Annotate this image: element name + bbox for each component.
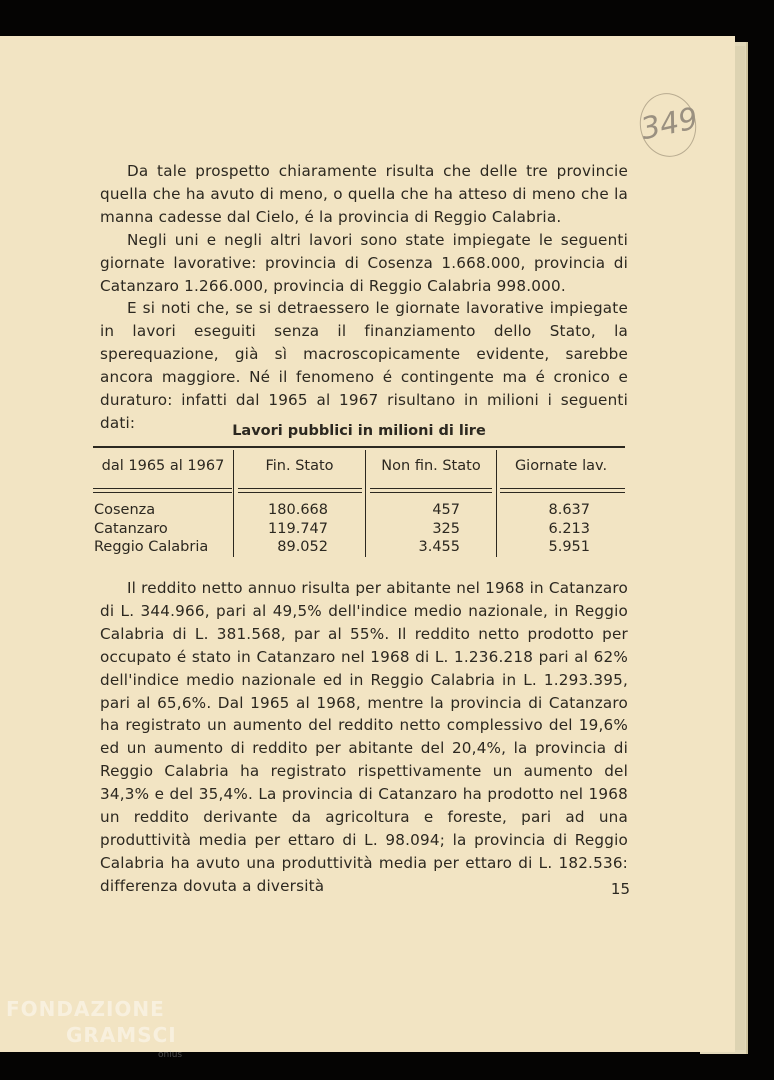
table-header-period: dal 1965 al 1967 <box>101 458 225 474</box>
row-fin-stato: 119.747 <box>268 520 328 537</box>
row-name: Reggio Calabria <box>94 539 209 555</box>
table-top-rule <box>93 446 625 448</box>
table-header-rule <box>500 488 625 493</box>
paragraph-1: Da tale prospetto chiaramente risulta che delle tre provincie quella che ha avuto di meno, o quella che ha atteso di meno che la manna cadesse dal Cielo, é la provincia di Reggio Calabria. <box>100 162 628 226</box>
table-header-non-fin-stato: Non fin. Stato <box>381 458 481 474</box>
watermark-logo <box>6 996 177 1048</box>
table-header-rule <box>370 488 492 493</box>
text-block-bottom <box>100 577 628 898</box>
row-name: Catanzaro <box>94 520 168 537</box>
row-non-fin-stato: 457 <box>432 502 460 518</box>
paragraph-4: Il reddito netto annuo risulta per abitante nel 1968 in Catanzaro di L. 344.966, pari al 49,5% dell'indice medio nazionale, in Reggio Calabria di L. 381.568, par al 55%. Il reddito netto prodotto per occupato é stato in Catanzaro nel 1968 di L. 1.236.218 pari al 62% dell'indice medio nazionale ed in Reggio Calabria in L. 1.293.395, pari al 65,6%. Dal 1965 al 1968, mentre la provincia di Catanzaro ha registrato un aumento del reddito netto complessivo del 19,6% ed un aumento di reddito per abitante del 20,4%, la provincia di Reggio Calabria ha registrato rispettivamente un aumento del 34,3% e del 35,4%. La provincia di Catanzaro ha prodotto nel 1968 un reddito derivante da agricoltura e foreste, pari ad una produttività media per ettaro di L. 98.094; la provincia di Reggio Calabria ha avuto una produttività media per ettaro di L. 182.536: differenza dovuta a diversità <box>100 579 628 895</box>
watermark-line-2: GRAMSCI <box>66 1023 177 1047</box>
row-fin-stato: 180.668 <box>268 502 328 518</box>
row-name: Cosenza <box>94 502 156 518</box>
row-giornate: 6.213 <box>548 520 590 537</box>
watermark-line-1: FONDAZIONE <box>6 997 165 1021</box>
table-header-giornate: Giornate lav. <box>514 458 608 474</box>
watermark-sub: onlus <box>158 1050 183 1060</box>
row-non-fin-stato: 3.455 <box>418 539 460 555</box>
paragraph-3: E si noti che, se si detraessero le giornate lavorative impiegate in lavori eseguiti senza il finanziamento dello Stato, la sperequazione, già sì macroscopicamente evidente, sarebbe ancora maggiore. Né il fenomeno é contingente ma é cronico e duraturo: infatti dal 1965 al 1967 risultano in milioni i seguenti dati: <box>100 299 628 432</box>
row-giornate: 8.637 <box>548 502 590 518</box>
table-header-rule <box>93 488 232 493</box>
text-block-top <box>100 160 628 435</box>
paragraph-2: Negli uni e negli altri lavori sono state impiegate le seguenti giornate lavorative: provincia di Cosenza 1.668.000, provincia di Catanzaro 1.266.000, provincia di Reggio Calabria 998.000. <box>100 230 628 295</box>
table-header-rule <box>238 488 362 493</box>
table-header-fin-stato: Fin. Stato <box>265 458 334 474</box>
row-giornate: 5.951 <box>548 539 590 555</box>
row-non-fin-stato: 325 <box>432 520 460 537</box>
page-number: 15 <box>610 880 630 898</box>
archive-stamp: 349 <box>634 88 702 162</box>
table-title: Lavori pubblici in milioni di lire <box>232 423 486 439</box>
row-fin-stato: 89.052 <box>277 539 328 555</box>
